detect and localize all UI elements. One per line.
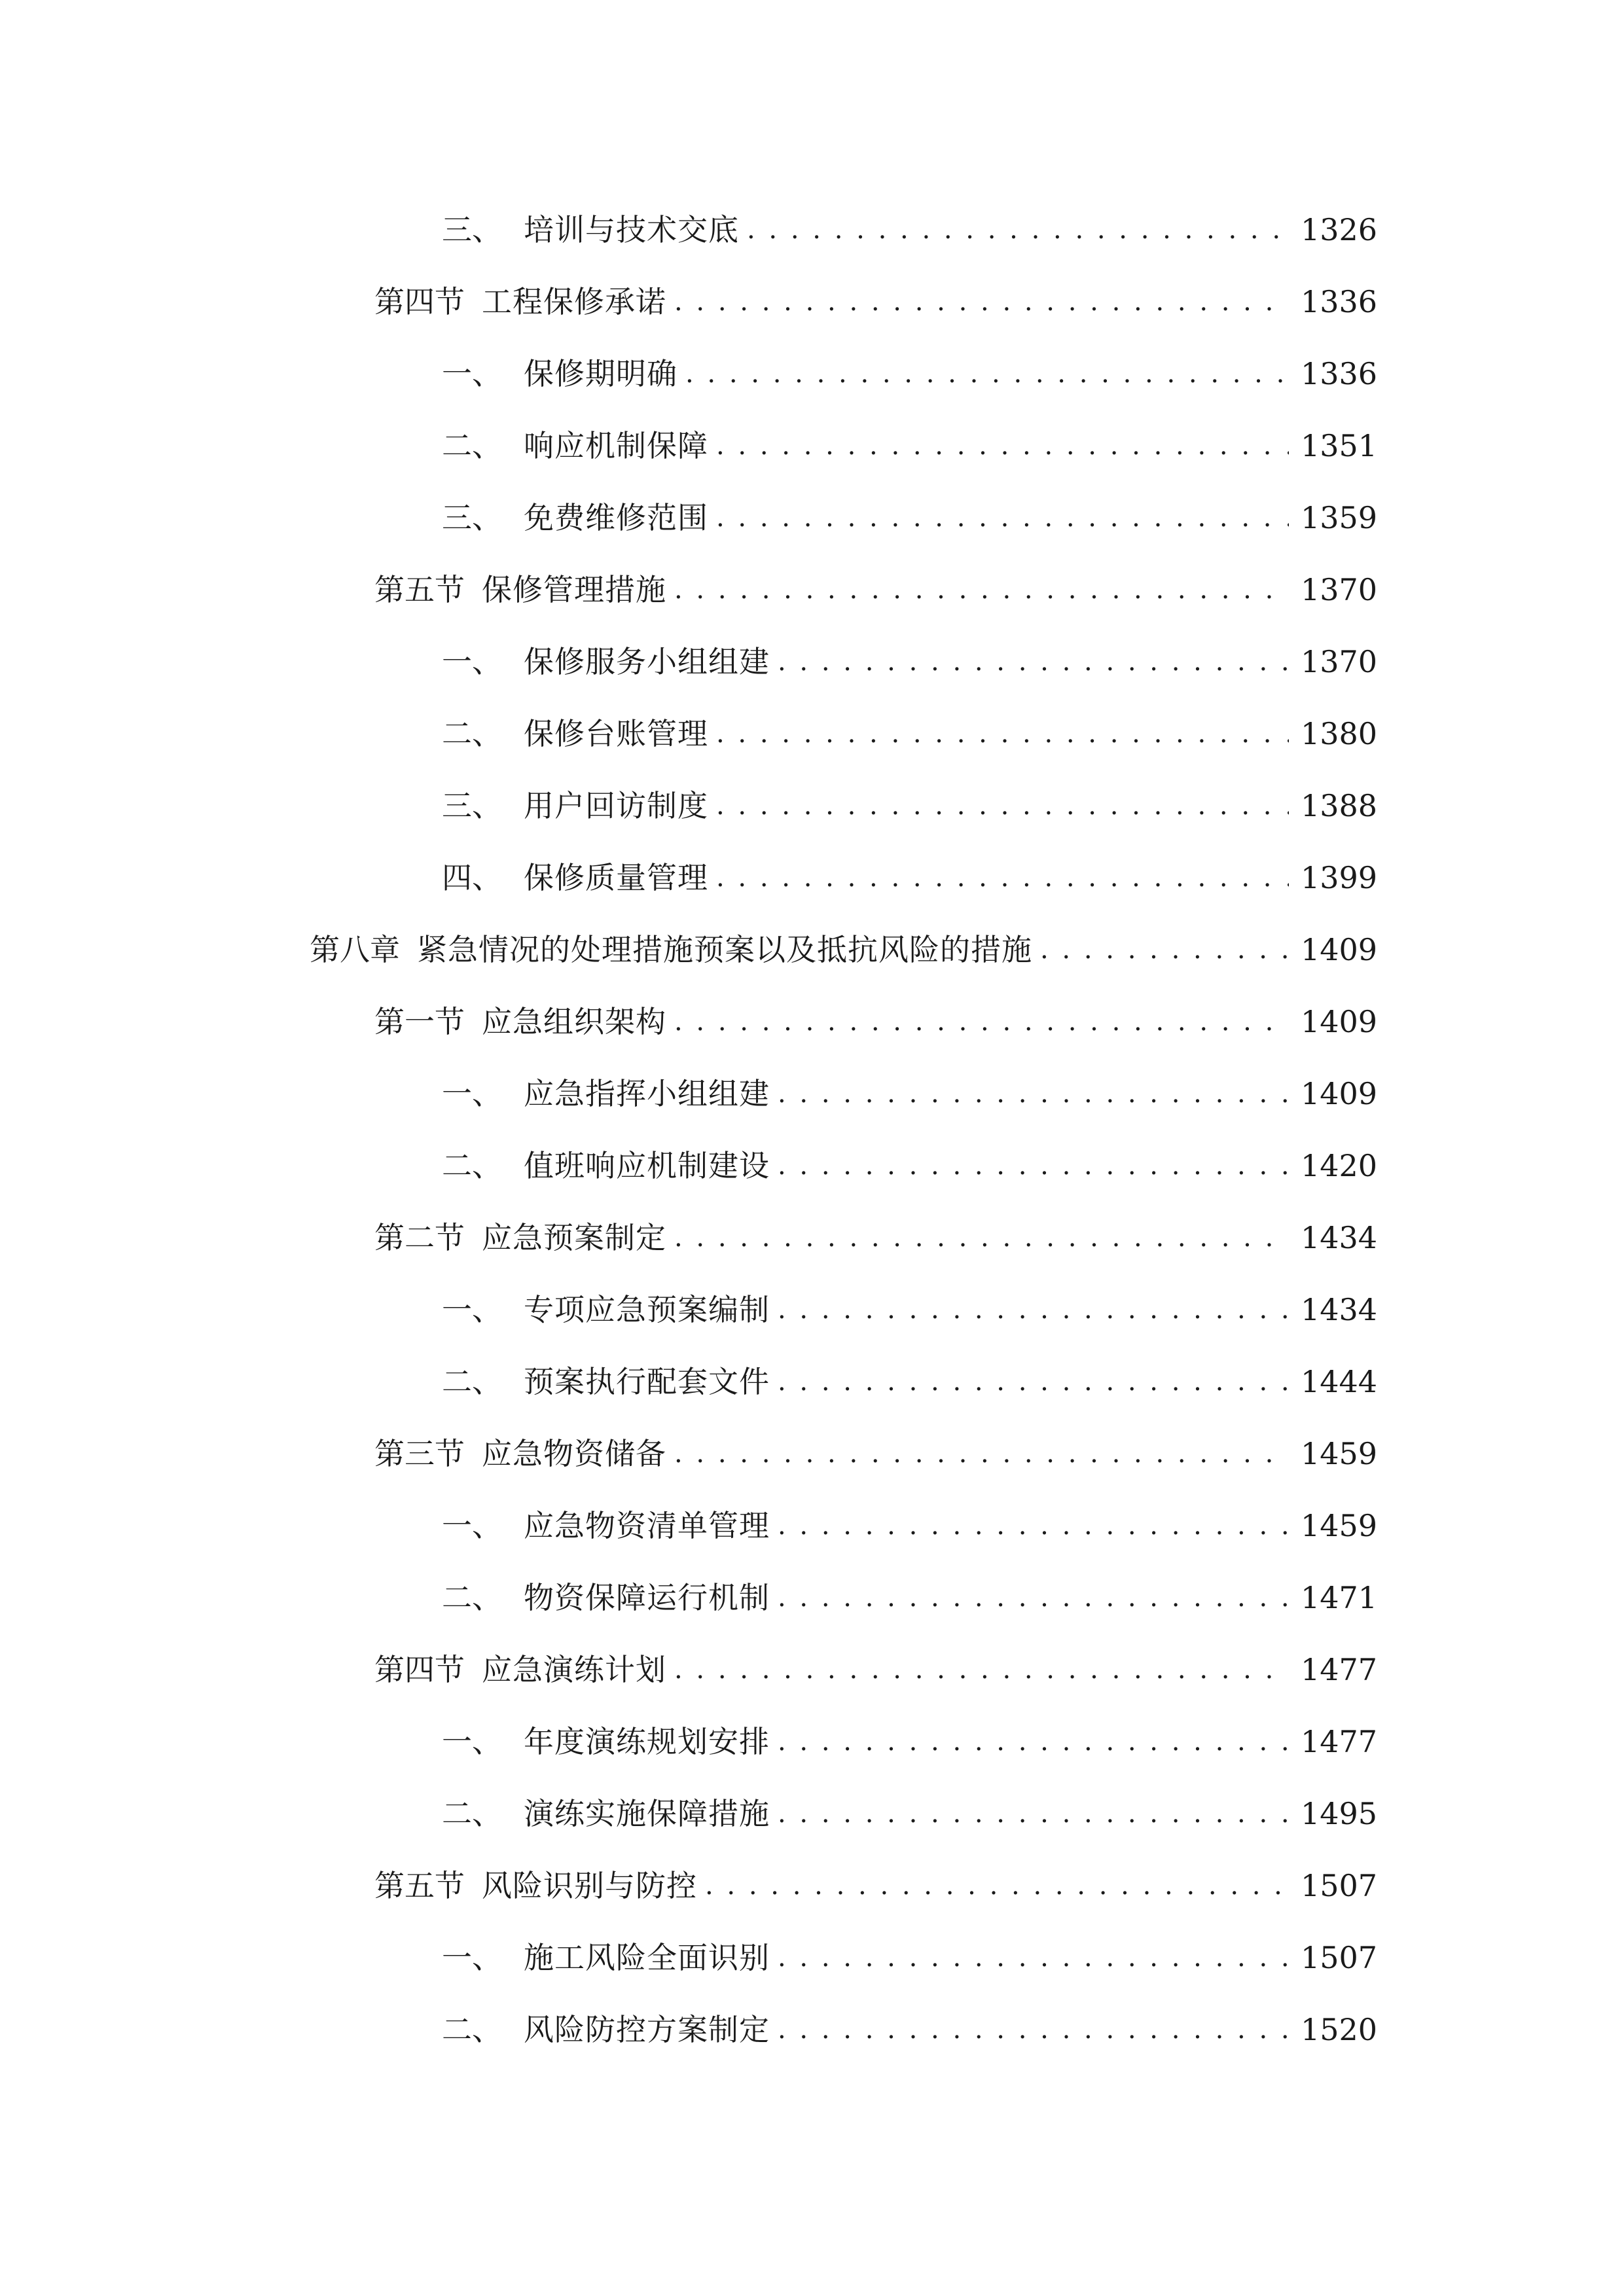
dot-leader <box>747 217 1289 243</box>
toc-entry-page-number: 1336 <box>1301 284 1378 319</box>
toc-entry-page-number: 1380 <box>1301 716 1378 751</box>
toc-entry-page-number: 1477 <box>1301 1652 1378 1687</box>
toc-entry[interactable] <box>0 1058 1624 1130</box>
toc-entry-page-number: 1507 <box>1301 1868 1378 1903</box>
toc-entry-title: 应急预案制定 <box>482 1220 666 1255</box>
toc-entry[interactable] <box>0 770 1624 842</box>
toc-entry-title: 年度演练规划安排 <box>524 1724 770 1759</box>
toc-entry-number: 三、 <box>442 500 502 535</box>
dot-leader <box>705 1873 1289 1899</box>
dot-leader <box>674 1225 1289 1251</box>
toc-entry[interactable] <box>0 1706 1624 1778</box>
toc-entry-page-number: 1434 <box>1301 1220 1378 1255</box>
dot-leader <box>685 361 1289 387</box>
toc-entry-page-number: 1336 <box>1301 356 1378 391</box>
dot-leader <box>778 1081 1289 1107</box>
toc-entry-number: 第四节 <box>374 284 465 319</box>
toc-entry-title: 紧急情况的处理措施预案以及抵抗风险的措施 <box>417 932 1032 967</box>
toc-entry[interactable] <box>0 1418 1624 1490</box>
toc-entry-page-number: 1420 <box>1301 1148 1378 1183</box>
toc-entry[interactable] <box>0 842 1624 914</box>
dot-leader <box>778 1585 1289 1611</box>
dot-leader <box>716 865 1289 891</box>
toc-entry-title: 演练实施保障措施 <box>524 1796 770 1831</box>
toc-entry[interactable] <box>0 986 1624 1058</box>
toc-entry-number: 三、 <box>442 788 502 823</box>
toc-entry-title: 免费维修范围 <box>524 500 708 535</box>
toc-entry-number: 二、 <box>442 1148 502 1183</box>
toc-entry[interactable] <box>0 194 1624 266</box>
toc-entry-page-number: 1434 <box>1301 1292 1378 1327</box>
toc-entry-page-number: 1409 <box>1301 1004 1378 1039</box>
toc-entry[interactable] <box>0 1202 1624 1274</box>
dot-leader <box>778 1945 1289 1971</box>
toc-entry[interactable] <box>0 1634 1624 1706</box>
toc-entry[interactable] <box>0 1274 1624 1346</box>
toc-entry[interactable] <box>0 410 1624 482</box>
toc-entry-title: 施工风险全面识别 <box>524 1940 770 1975</box>
toc-entry-title: 保修管理措施 <box>482 572 666 607</box>
toc-entry-title: 应急组织架构 <box>482 1004 666 1039</box>
toc-entry-page-number: 1370 <box>1301 572 1378 607</box>
toc-entry-number: 第五节 <box>374 572 465 607</box>
toc-entry-title: 风险识别与防控 <box>482 1868 697 1903</box>
toc-entry-page-number: 1409 <box>1301 1076 1378 1111</box>
toc-entry-number: 一、 <box>442 356 502 391</box>
toc-entry-page-number: 1444 <box>1301 1364 1378 1399</box>
toc-entry[interactable] <box>0 338 1624 410</box>
toc-entry-page-number: 1471 <box>1301 1580 1378 1615</box>
toc-entry-page-number: 1459 <box>1301 1508 1378 1543</box>
toc-entry-page-number: 1326 <box>1301 212 1378 247</box>
dot-leader <box>778 1369 1289 1395</box>
toc-entry[interactable] <box>0 1994 1624 2066</box>
toc-entry-title: 应急物资清单管理 <box>524 1508 770 1543</box>
toc-entry-page-number: 1520 <box>1301 2012 1378 2047</box>
toc-entry[interactable] <box>0 1130 1624 1202</box>
toc-entry-page-number: 1370 <box>1301 644 1378 679</box>
toc-entry-page-number: 1351 <box>1301 428 1378 463</box>
toc-entry-number: 二、 <box>442 428 502 463</box>
toc-entry-number: 第八章 <box>310 932 400 967</box>
toc-entry-number: 二、 <box>442 1364 502 1399</box>
toc-entry-number: 一、 <box>442 1076 502 1111</box>
toc-entry-page-number: 1459 <box>1301 1436 1378 1471</box>
toc-entry-page-number: 1495 <box>1301 1796 1378 1831</box>
toc-entry-title: 响应机制保障 <box>524 428 708 463</box>
toc-entry[interactable] <box>0 914 1624 986</box>
toc-entry-title: 专项应急预案编制 <box>524 1292 770 1327</box>
toc-entry[interactable] <box>0 1490 1624 1562</box>
dot-leader <box>716 793 1289 819</box>
dot-leader <box>674 289 1289 315</box>
toc-entry[interactable] <box>0 1778 1624 1850</box>
toc-entry-page-number: 1388 <box>1301 788 1378 823</box>
dot-leader <box>716 721 1289 747</box>
toc-entry-title: 保修质量管理 <box>524 860 708 895</box>
toc-entry-page-number: 1409 <box>1301 932 1378 967</box>
toc-entry[interactable] <box>0 554 1624 626</box>
dot-leader <box>778 1513 1289 1539</box>
toc-entry-title: 保修期明确 <box>524 356 677 391</box>
toc-entry-number: 一、 <box>442 1724 502 1759</box>
toc-entry-title: 工程保修承诺 <box>482 284 666 319</box>
dot-leader <box>778 649 1289 675</box>
toc-entry-number: 二、 <box>442 1580 502 1615</box>
toc-entry-title: 用户回访制度 <box>524 788 708 823</box>
toc-entry-title: 保修台账管理 <box>524 716 708 751</box>
toc-entry-number: 一、 <box>442 1940 502 1975</box>
toc-entry-title: 物资保障运行机制 <box>524 1580 770 1615</box>
dot-leader <box>778 1153 1289 1179</box>
toc-entry[interactable] <box>0 626 1624 698</box>
dot-leader <box>716 433 1289 459</box>
toc-entry-title: 值班响应机制建设 <box>524 1148 770 1183</box>
toc-entry[interactable] <box>0 1562 1624 1634</box>
toc-entry-number: 一、 <box>442 644 502 679</box>
toc-entry-title: 培训与技术交底 <box>524 212 739 247</box>
toc-entry-title: 应急物资储备 <box>482 1436 666 1471</box>
toc-entry-number: 二、 <box>442 2012 502 2047</box>
toc-entry-title: 预案执行配套文件 <box>524 1364 770 1399</box>
dot-leader <box>674 577 1289 603</box>
toc-entry-title: 应急指挥小组组建 <box>524 1076 770 1111</box>
dot-leader <box>778 1297 1289 1323</box>
dot-leader <box>674 1657 1289 1683</box>
toc-entry[interactable] <box>0 1850 1624 1922</box>
dot-leader <box>778 1801 1289 1827</box>
toc-entry-title: 风险防控方案制定 <box>524 2012 770 2047</box>
toc-entry-number: 二、 <box>442 716 502 751</box>
dot-leader <box>1040 937 1289 963</box>
toc-entry-title: 保修服务小组组建 <box>524 644 770 679</box>
toc-entry-page-number: 1399 <box>1301 860 1378 895</box>
dot-leader <box>778 1729 1289 1755</box>
toc-entry[interactable] <box>0 698 1624 770</box>
toc-entry-number: 第五节 <box>374 1868 465 1903</box>
toc-entry-number: 二、 <box>442 1796 502 1831</box>
toc-entry-number: 第二节 <box>374 1220 465 1255</box>
toc-entry-number: 一、 <box>442 1292 502 1327</box>
dot-leader <box>674 1441 1289 1467</box>
dot-leader <box>674 1009 1289 1035</box>
toc-entry-number: 四、 <box>442 860 502 895</box>
toc-entry-number: 三、 <box>442 212 502 247</box>
toc-entry[interactable] <box>0 1922 1624 1994</box>
toc-entry-page-number: 1477 <box>1301 1724 1378 1759</box>
toc-entry-number: 第一节 <box>374 1004 465 1039</box>
toc-entry-page-number: 1359 <box>1301 500 1378 535</box>
toc-entry-number: 一、 <box>442 1508 502 1543</box>
table-of-contents <box>0 194 1624 2066</box>
dot-leader <box>716 505 1289 531</box>
dot-leader <box>778 2017 1289 2043</box>
toc-entry[interactable] <box>0 482 1624 554</box>
toc-entry[interactable] <box>0 266 1624 338</box>
toc-entry[interactable] <box>0 1346 1624 1418</box>
toc-entry-number: 第四节 <box>374 1652 465 1687</box>
toc-entry-page-number: 1507 <box>1301 1940 1378 1975</box>
toc-entry-number: 第三节 <box>374 1436 465 1471</box>
toc-entry-title: 应急演练计划 <box>482 1652 666 1687</box>
